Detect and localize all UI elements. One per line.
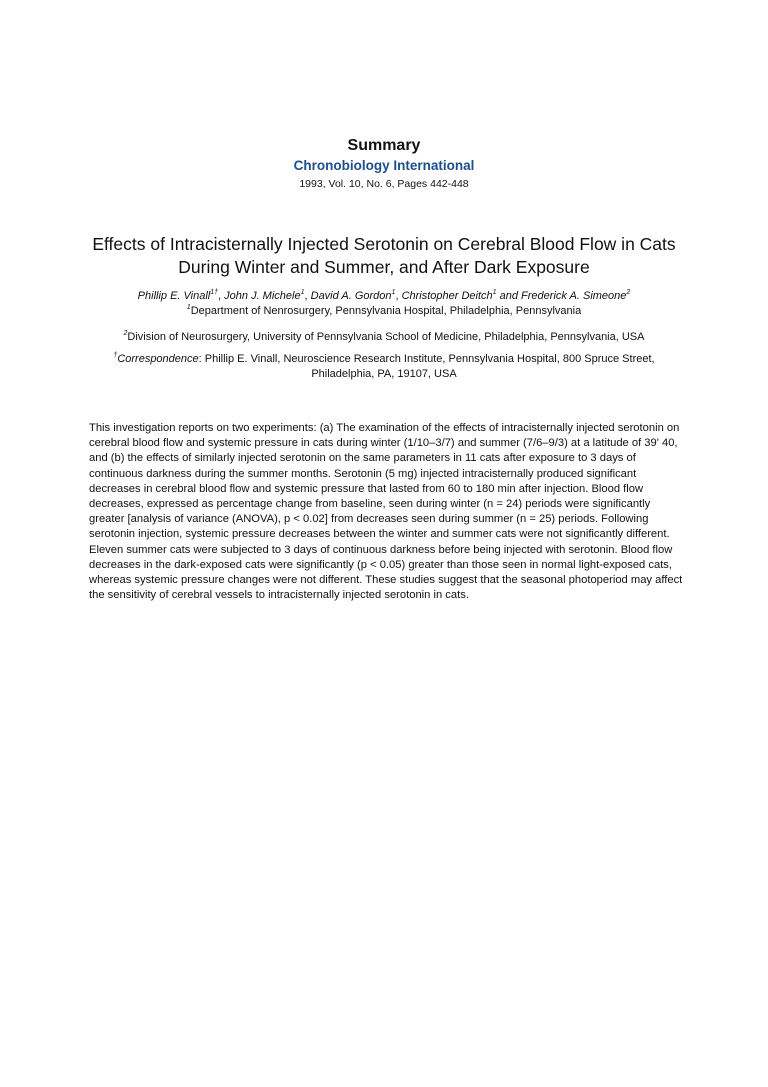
author-superscript: 1 <box>492 289 497 296</box>
affiliation-superscript: 1 <box>186 304 191 311</box>
author-superscript: 2 <box>626 289 631 296</box>
correspondence-superscript: † <box>113 352 118 359</box>
affiliation-superscript: 2 <box>123 330 128 337</box>
article-title: Effects of Intracisternally Injected Serotonin on Cerebral Blood Flow in Cats During Winter and Summer, and After Dark Exposure <box>92 234 676 277</box>
author-name: David A. Gordon <box>310 290 392 302</box>
author-separator-and: and <box>496 290 522 302</box>
abstract-text: This investigation reports on two experiments: (a) The examination of the effects of intracisternally injected serotonin on cerebral blood flow and systemic pressure in cats during winter (1/10–3/7) and summer (7/6–9/3) at a latitude of 39' 40, and (b) the effects of similarly injected serotonin on the same parameters in 11 cats after exposure to 3 days of continuous darkness during the summer months. Serotonin (5 mg) injected intracisternally produced significant decreases in cerebral blood flow and systemic pressure that lasted from 60 to 180 min after injection. Blood flow decreases, expressed as percentage change from baseline, seen during winter (n = 24) periods were significantly greater [analysis of variance (ANOVA), p < 0.02] from decreases seen during summer (n = 25) periods. Following serotonin injection, systemic pressure decreases between the winter and summer cats were not significantly different. Eleven summer cats were subjected to 3 days of continuous darkness before being injected with serotonin. Blood flow decreases in the dark-exposed cats were significantly (p < 0.05) greater than those seen in normal light-exposed cats, whereas systemic pressure changes were not different. These studies suggest that the seasonal photoperiod may affect the sensitivity of cerebral vessels to intracisternally injected serotonin in cats. <box>89 422 683 602</box>
affiliation-1 <box>20 304 748 319</box>
correspondence-text: : Phillip E. Vinall, Neuroscience Research Institute, Pennsylvania Hospital, 800 Spruce Street, Philadelphia, PA, 19107, USA <box>198 353 655 380</box>
author-name: John J. Michele <box>224 290 301 302</box>
author-name: Phillip E. Vinall <box>137 290 211 302</box>
affiliation-text: Department of Nenrosurgery, Pennsylvania Hospital, Philadelphia, Pennsylvania <box>190 305 582 317</box>
author-separator: , <box>395 290 402 302</box>
author-superscript: 1 <box>391 289 396 296</box>
author-superscript: 1 <box>300 289 305 296</box>
author-superscript: 1† <box>210 289 219 296</box>
affiliation-text: Division of Neurosurgery, University of Pennsylvania School of Medicine, Philadelphia, Pennsylvania, USA <box>127 331 645 343</box>
correspondence <box>92 352 676 382</box>
journal-name: Chronobiology International <box>293 158 475 173</box>
author-name: Frederick A. Simeone <box>521 290 627 302</box>
summary-heading: Summary <box>347 137 421 154</box>
citation-line: 1993, Vol. 10, No. 6, Pages 442-448 <box>299 178 469 190</box>
author-separator: , <box>218 290 225 302</box>
author-list <box>40 289 728 304</box>
author-name: Christopher Deitch <box>401 290 493 302</box>
affiliation-2 <box>20 330 748 345</box>
correspondence-label: Correspondence <box>117 353 199 365</box>
author-separator: , <box>304 290 311 302</box>
